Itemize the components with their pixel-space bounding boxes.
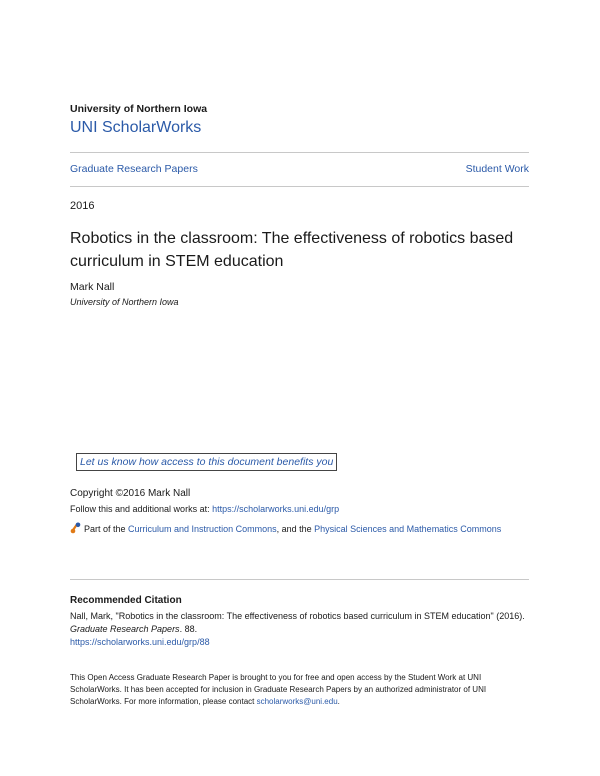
discipline-line (70, 521, 529, 540)
open-access-statement (70, 672, 529, 708)
citation-heading: Recommended Citation (70, 595, 182, 606)
follow-label: Follow this and additional works at: (70, 504, 213, 514)
part-of-label: Part of the (84, 524, 129, 534)
author-affiliation: University of Northern Iowa (70, 297, 179, 307)
commons-link-curriculum[interactable]: Curriculum and Instruction Commons (128, 524, 277, 534)
commons-link-physical-sciences[interactable]: Physical Sciences and Mathematics Commons (314, 524, 502, 534)
divider-citation (70, 579, 529, 580)
publication-year: 2016 (70, 200, 95, 212)
follow-url-link[interactable]: https://scholarworks.uni.edu/grp (212, 504, 340, 514)
contact-email-link[interactable]: scholarworks@uni.edu (256, 697, 338, 706)
follow-line (70, 504, 339, 514)
paper-title: Robotics in the classroom: The effectiveness of robotics based curriculum in STEM education (70, 230, 514, 270)
collection-link[interactable]: Graduate Research Papers (70, 163, 198, 175)
divider-nav (70, 186, 529, 187)
citation-block (70, 610, 529, 649)
author-name: Mark Nall (70, 281, 115, 293)
open-access-icon (70, 522, 82, 540)
part-of-joiner: , and the (276, 524, 315, 534)
citation-series: Graduate Research Papers (70, 624, 180, 634)
citation-text: Nall, Mark, "Robotics in the classroom: The effectiveness of robotics based curriculum in STEM education" (2016). (70, 611, 525, 621)
citation-url-link[interactable]: https://scholarworks.uni.edu/grp/88 (70, 637, 210, 647)
divider-top (70, 152, 529, 153)
statement-end: . (337, 697, 340, 706)
statement-text: This Open Access Graduate Research Paper is brought to you for free and open access by the Student Work at UNI ScholarWorks. It has been accepted for inclusion in Graduate Research Papers by an authorized administrator of UNI ScholarWorks. For more information, please contact (70, 673, 487, 706)
copyright-notice: Copyright ©2016 Mark Nall (70, 488, 191, 499)
community-link[interactable]: Student Work (465, 163, 529, 175)
institution-name: University of Northern Iowa (70, 103, 208, 115)
repository-link[interactable]: UNI ScholarWorks (70, 119, 202, 136)
citation-number: . 88. (179, 624, 198, 634)
feedback-link[interactable]: Let us know how access to this document benefits you (76, 453, 337, 471)
